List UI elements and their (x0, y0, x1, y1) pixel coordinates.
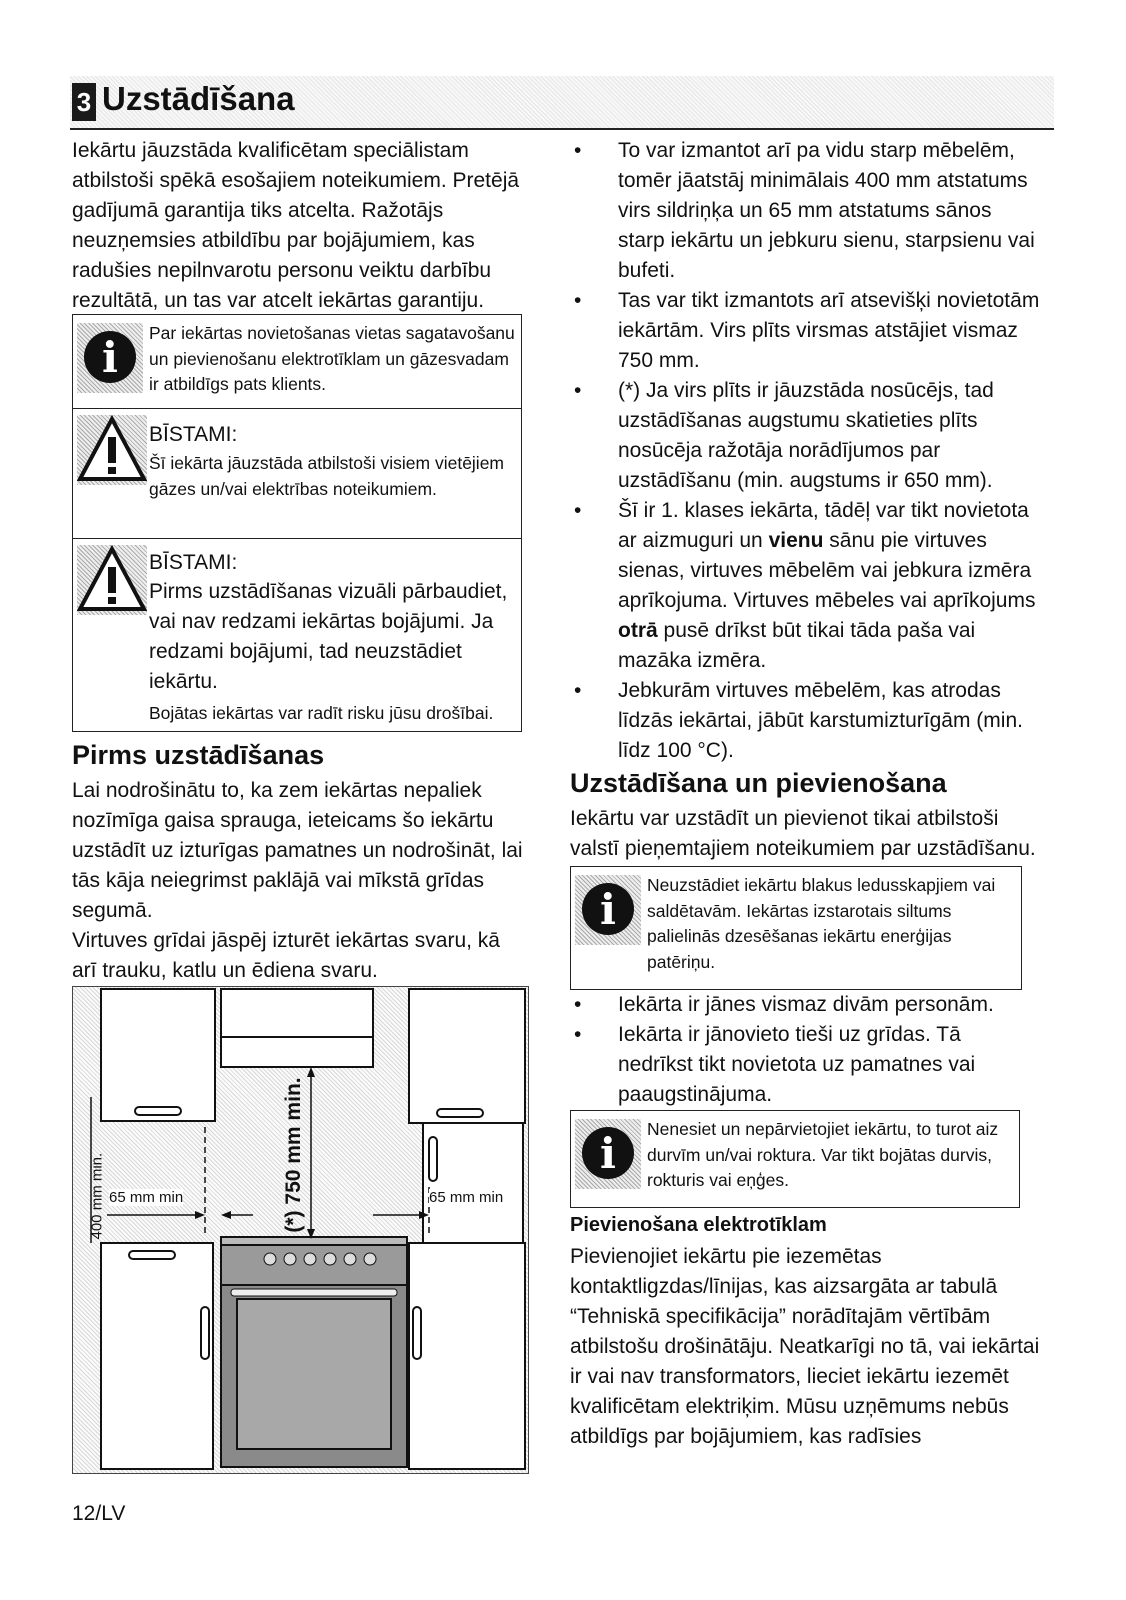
info-box-2 (570, 866, 1022, 990)
info-icon: i (77, 323, 143, 393)
section-header (70, 76, 1054, 130)
section-number: 3 (72, 83, 96, 121)
dimension-750: (*) 750 mm min. (282, 1077, 305, 1233)
warning-icon (77, 415, 147, 485)
list-item: • Šī ir 1. klases iekārta, tādēļ var tikt novietota ar aizmuguri un vienu sānu pie virtuves sienas, virtuves mēbelēm vai jebkura izmēra aprīkojuma. Virtuves mēbeles vai aprīkojums otrā pusē drīkst būt tikai tāda paša vai mazāka izmēra. (574, 499, 1036, 672)
dimension-400: 400 mm min. (88, 1152, 106, 1240)
list-item: • Tas var tikt izmantots arī atsevišķi novietotām iekārtām. Virs plīts virsmas atstājiet vismaz 750 mm. (574, 289, 1040, 372)
info-box-1 (72, 314, 522, 410)
list-item: • To var izmantot arī pa vidu starp mēbelēm, tomēr jāatstāj minimālais 400 mm atstatums virs sildriņķa un 65 mm atstatums sānos starp iekārtu un jebkuru sienu, starpsienu vai bufeti. (574, 139, 1035, 282)
warning-box-1 (72, 408, 522, 540)
warning-title-2: BĪSTAMI: (149, 551, 238, 574)
section-title: Uzstādīšana (102, 80, 295, 117)
info-text-1: Par iekārtas novietošanas vietas sagatavošanu un pievienošanu elektrotīklam un gāzesvadam ir atbildīgs pats klients. (149, 323, 515, 394)
warning-box-2 (72, 538, 522, 732)
left-intro (72, 136, 527, 316)
info-icon: i (575, 875, 641, 945)
warning-text-2: Pirms uzstādīšanas vizuāli pārbaudiet, vai nav redzami iekārtas bojājumi. Ja redzami bojājumi, tad neuzstādiet iekārtu. (149, 580, 508, 693)
paragraph-base: Lai nodrošinātu to, ka zem iekārtas nepaliek nozīmīga gaisa sprauga, ieteicams šo iekārtu uzstādīt uz izturīgas pamatnes un nodrošināt, lai tās kāja neiegrimst paklājā vai mīkstā grīdas segumā. (72, 779, 523, 922)
emphasis-otra: otrā (618, 619, 658, 642)
list-item: • Jebkurām virtuves mēbelēm, kas atrodas līdzās iekārtai, jābūt karstumizturīgām (min. līdz 100 °C). (574, 679, 1023, 762)
heading-before-install: Pirms uzstādīšanas (72, 740, 325, 770)
right-bullets-2 (570, 990, 1040, 1110)
info-box-3 (570, 1110, 1020, 1208)
warning-small-2: Bojātas iekārtas var radīt risku jūsu drošībai. (149, 703, 494, 723)
info-icon: i (575, 1119, 641, 1189)
subheading-electric: Pievienošana elektrotīklam (570, 1214, 827, 1236)
info-text-2: Neuzstādiet iekārtu blakus ledusskapjiem vai saldētavām. Iekārtas izstarotais siltums palielinās dzesēšanas iekārtu enerģijas patēriņu. (647, 875, 996, 972)
list-item: • Iekārta ir jānovieto tieši uz grīdas. Tā nedrīkst tikt novietota uz pamatnes vai paaugstinājuma. (574, 1023, 976, 1106)
left-body (72, 776, 527, 986)
warning-title-1: BĪSTAMI: (149, 423, 238, 446)
list-item: • (*) Ja virs plīts ir jāuzstāda nosūcējs, tad uzstādīšanas augstumu skatieties plīts nosūcēja ražotāja norādījumos par uzstādīšanu (min. augstums ir 650 mm). (574, 379, 994, 492)
info-text-3: Nenesiet un nepārvietojiet iekārtu, to turot aiz durvīm un/vai roktura. Var tikt bojātas durvis, rokturis vai eņģes. (647, 1119, 999, 1190)
page-number: 12/LV (72, 1502, 126, 1525)
right-para-2: Pievienojiet iekārtu pie iezemētas kontaktligzdas/līnijas, kas aizsargāta ar tabulā “Tehniskā specifikācija” norādītajām vērtībām atbilstošu drošinātāju. Neatkarīgi no tā, vai iekārtai ir vai nav transformators, lieciet iekārtu iezemēt kvalificētam elektriķim. Mūsu uzņēmums nebūs atbildīgs par bojājumiem, kas radīsies (570, 1245, 1040, 1448)
dimension-65-left: 65 mm min (109, 1189, 184, 1206)
installation-diagram (72, 986, 529, 1474)
dimension-65-right: 65 mm min (429, 1189, 504, 1206)
emphasis-vienu: vienu (768, 529, 824, 552)
right-para: Iekārtu var uzstādīt un pievienot tikai atbilstoši valstī pieņemtajiem noteikumiem par uzstādīšanu. (570, 807, 1036, 860)
heading-install-connect: Uzstādīšana un pievienošana (570, 768, 947, 798)
paragraph-floor: Virtuves grīdai jāspēj izturēt iekārtas svaru, kā arī trauku, katlu un ēdiena svaru. (72, 929, 500, 982)
warning-text-1: Šī iekārta jāuzstāda atbilstoši visiem vietējiem gāzes un/vai elektrības noteikumiem. (149, 453, 505, 499)
intro-paragraph: Iekārtu jāuzstāda kvalificētam speciālistam atbilstoši spēkā esošajiem noteikumiem. Pretējā gadījumā garantija tiks atcelta. Ražotājs neuzņemsies atbildību par bojājumiem, kas radušies nepilnvarotu personu veiktu darbību rezultātā, un tas var atcelt iekārtas garantiju. (72, 139, 520, 312)
warning-icon (77, 545, 147, 615)
right-bullets (570, 136, 1040, 766)
list-item: • Iekārta ir jānes vismaz divām personām. (574, 993, 994, 1016)
